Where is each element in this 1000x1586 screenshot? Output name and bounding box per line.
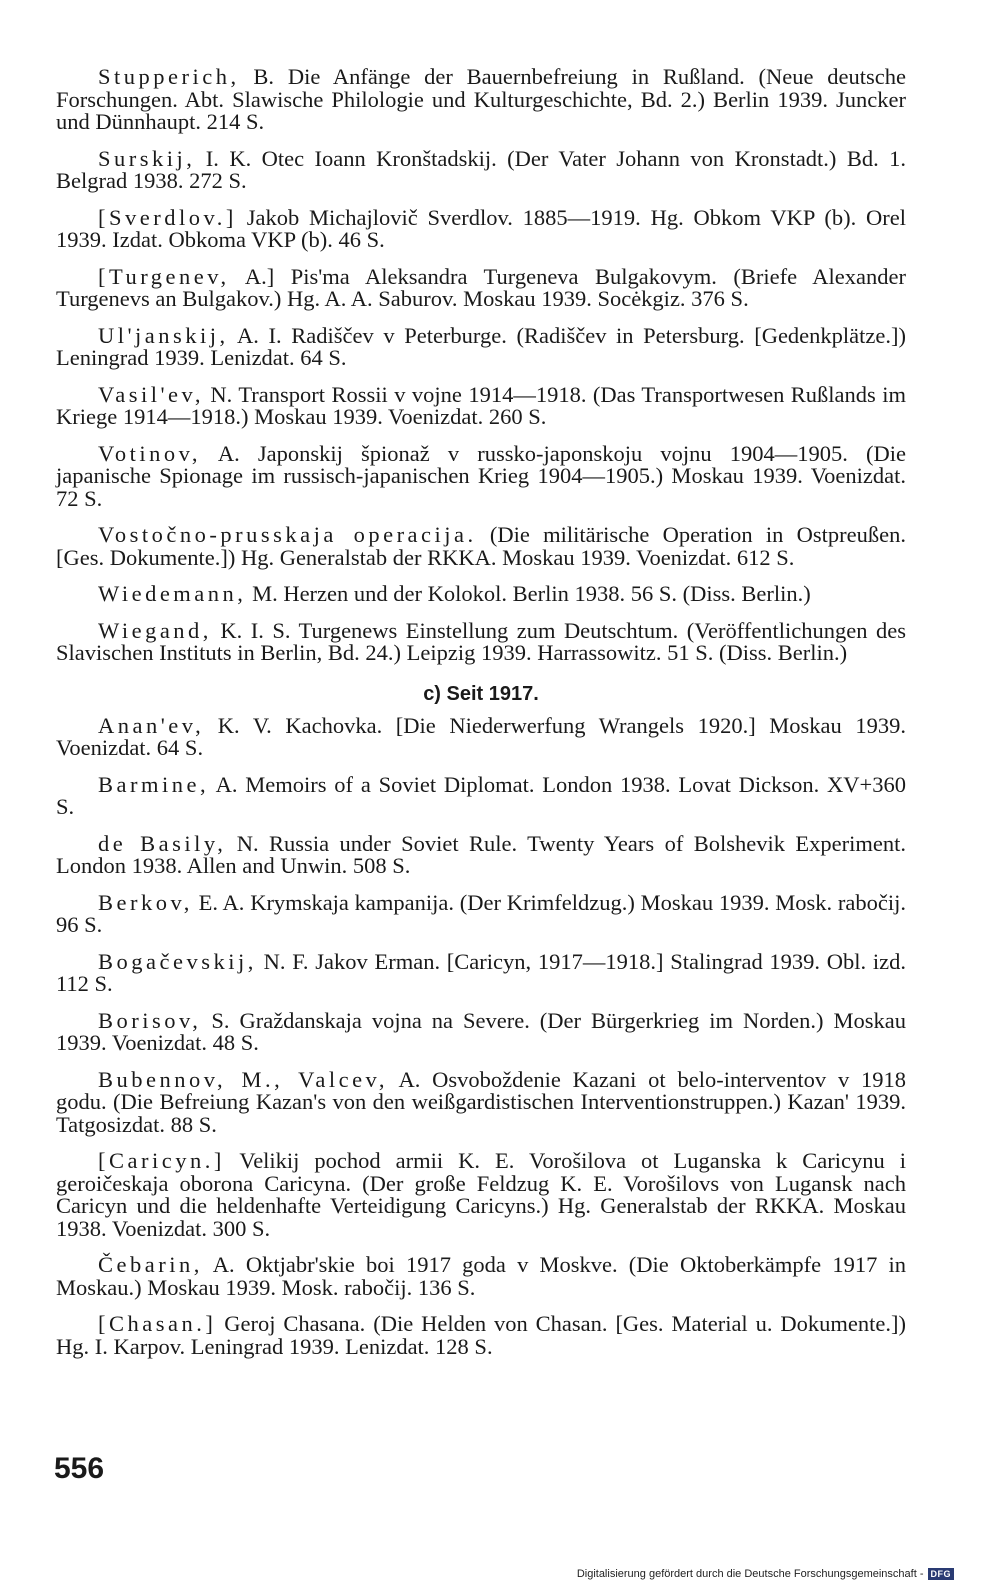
entry-text: A. Oktjabr'skie boi 1917 goda v Moskve. (Die Oktoberkämpfe 1917 in Moskau.) Moskau 1939. Mosk. rabočij. 136 S. — [56, 1252, 906, 1300]
entry-text: K. V. Kachovka. [Die Niederwerfung Wrangels 1920.] Moskau 1939. Voenizdat. 64 S. — [56, 712, 906, 760]
entry-text: (Die militärische Operation in Ostpreußen. [Ges. Dokumente.]) Hg. Generalstab der RKKA. Moskau 1939. Voenizdat. 612 S. — [56, 522, 906, 570]
bibliography-entry — [56, 145, 906, 193]
entry-author: Bogačevskij, — [98, 948, 257, 974]
entry-text: A. Japonskij špionaž v russko-japonskoju vojnu 1904—1905. (Die japanische Spionage im russisch-japanischen Krieg 1904—1905.) Moskau 1939. Voenizdat. 72 S. — [56, 440, 906, 511]
entry-author: Ul'janskij, — [98, 322, 229, 348]
entry-text: Geroj Chasana. (Die Helden von Chasan. [Ges. Material u. Dokumente.]) Hg. I. Karpov. Leningrad 1939. Lenizdat. 128 S. — [56, 1311, 906, 1359]
bibliography-list-bottom — [56, 712, 906, 1359]
dfg-logo: DFG — [928, 1568, 955, 1580]
entry-text: N. Transport Rossii v vojne 1914—1918. (Das Transportwesen Rußlands im Kriege 1914—1918.) Moskau 1939. Voenizdat. 260 S. — [56, 381, 906, 429]
entry-text: Jakob Michajlovič Sverdlov. 1885—1919. Hg. Obkom VKP (b). Orel 1939. Izdat. Obkoma VKP (b). 46 S. — [56, 204, 906, 252]
bibliography-entry — [56, 204, 906, 252]
entry-author: [Caricyn.] — [98, 1148, 225, 1173]
entry-text: S. Graždanskaja vojna na Severe. (Der Bürgerkrieg im Norden.) Moskau 1939. Voenizdat. 48 S. — [56, 1007, 906, 1055]
entry-author: Čebarin, — [98, 1252, 203, 1277]
bibliography-entry — [56, 830, 906, 878]
bibliography-entry — [56, 712, 906, 760]
bibliography-entry — [56, 263, 906, 311]
bibliography-entry — [56, 440, 906, 511]
entry-author: Stupperich, — [98, 64, 240, 89]
entry-author: Surskij, — [98, 145, 196, 171]
entry-text: A.] Pis'ma Aleksandra Turgeneva Bulgakovym. (Briefe Alexander Turgenevs an Bulgakov.) Hg. A. A. Saburov. Moskau 1939. Socėkgiz. 376 S. — [56, 263, 906, 311]
section-heading: c) Seit 1917. — [423, 682, 539, 705]
entry-author: Wiedemann, — [98, 581, 247, 606]
bibliography-entry — [56, 322, 906, 370]
bibliography-entry — [56, 381, 906, 429]
entry-text: N. F. Jakov Erman. [Caricyn, 1917—1918.] Stalingrad 1939. Obl. izd. 112 S. — [56, 948, 906, 996]
footer — [577, 1568, 954, 1580]
bibliography-list-top — [56, 66, 906, 665]
page-number: 556 — [54, 1452, 105, 1485]
bibliography-entry — [56, 771, 906, 819]
entry-text: N. Russia under Soviet Rule. Twenty Years of Bolshevik Experiment. London 1938. Allen and Unwin. 508 S. — [56, 830, 906, 878]
entry-text: A. Osvoboždenie Kazani ot belo-interventov v 1918 godu. (Die Befreiung Kazan's von den weißgardistischen Interventionstruppen.) Kazan' 1939. Tatgosizdat. 88 S. — [56, 1066, 906, 1137]
bibliography-entry — [56, 1313, 906, 1358]
bibliography-entry — [56, 948, 906, 996]
entry-text: K. I. S. Turgenews Einstellung zum Deutschtum. (Veröffentlichungen des Slavischen Instituts in Berlin, Bd. 24.) Leipzig 1939. Harrassowitz. 51 S. (Diss. Berlin.) — [56, 617, 906, 665]
bibliography-entry — [56, 1150, 906, 1240]
bibliography-entry — [56, 889, 906, 937]
bibliography-page — [56, 66, 906, 1372]
entry-author: Vasil'ev, — [98, 381, 204, 407]
entry-text: I. K. Otec Ioann Kronštadskij. (Der Vater Johann von Kronstadt.) Bd. 1. Belgrad 1938. 272 S. — [56, 145, 906, 193]
bibliography-entry — [56, 66, 906, 134]
entry-author: Votinov, — [98, 440, 202, 466]
entry-text: E. A. Krymskaja kampanija. (Der Krimfeldzug.) Moskau 1939. Mosk. rabočij. 96 S. — [56, 889, 906, 937]
entry-author: Berkov, — [98, 889, 193, 915]
entry-author: Borisov, — [98, 1007, 202, 1033]
entry-author: [Chasan.] — [98, 1311, 217, 1336]
entry-text: M. Herzen und der Kolokol. Berlin 1938. 56 S. (Diss. Berlin.) — [246, 581, 811, 606]
entry-author: Barmine, — [98, 771, 210, 797]
entry-text: Velikij pochod armii K. E. Vorošilova ot Luganska k Caricynu i geroičeskaja oborona Caricyna. (Der große Feldzug K. E. Vorošilovs von Lugansk nach Caricyn und die heldenhafte Verteidigung Caricyns.) Hg. Generalstab der RKKA. Moskau 1938. Voenizdat. 300 S. — [56, 1148, 906, 1241]
bibliography-entry — [56, 617, 906, 665]
entry-text: A. I. Radiščev v Peterburge. (Radiščev in Petersburg. [Gedenkplätze.]) Leningrad 1939. Lenizdat. 64 S. — [56, 322, 906, 370]
entry-author: Vostočno-prusskaja operacija. — [98, 522, 477, 547]
bibliography-entry — [56, 524, 906, 569]
entry-text: A. Memoirs of a Soviet Diplomat. London 1938. Lovat Dickson. XV+360 S. — [56, 771, 906, 819]
entry-author: Wiegand, — [98, 617, 212, 643]
entry-author: [Sverdlov.] — [98, 204, 237, 230]
entry-author: Bubennov, M., Valcev, — [98, 1066, 388, 1092]
footer-text: Digitalisierung gefördert durch die Deutsche Forschungsgemeinschaft - — [576, 1568, 924, 1580]
entry-author: [Turgenev, — [98, 263, 230, 289]
bibliography-entry — [56, 583, 906, 606]
entry-author: Anan'ev, — [98, 712, 205, 738]
bibliography-entry — [56, 1254, 906, 1299]
entry-text: B. Die Anfänge der Bauernbefreiung in Rußland. (Neue deutsche Forschungen. Abt. Slawische Philologie und Kulturgeschichte, Bd. 2.) Berlin 1939. Juncker und Dünnhaupt. 214 S. — [56, 64, 906, 134]
bibliography-entry — [56, 1007, 906, 1055]
entry-author: de Basily, — [98, 830, 227, 856]
bibliography-entry — [56, 1066, 906, 1137]
